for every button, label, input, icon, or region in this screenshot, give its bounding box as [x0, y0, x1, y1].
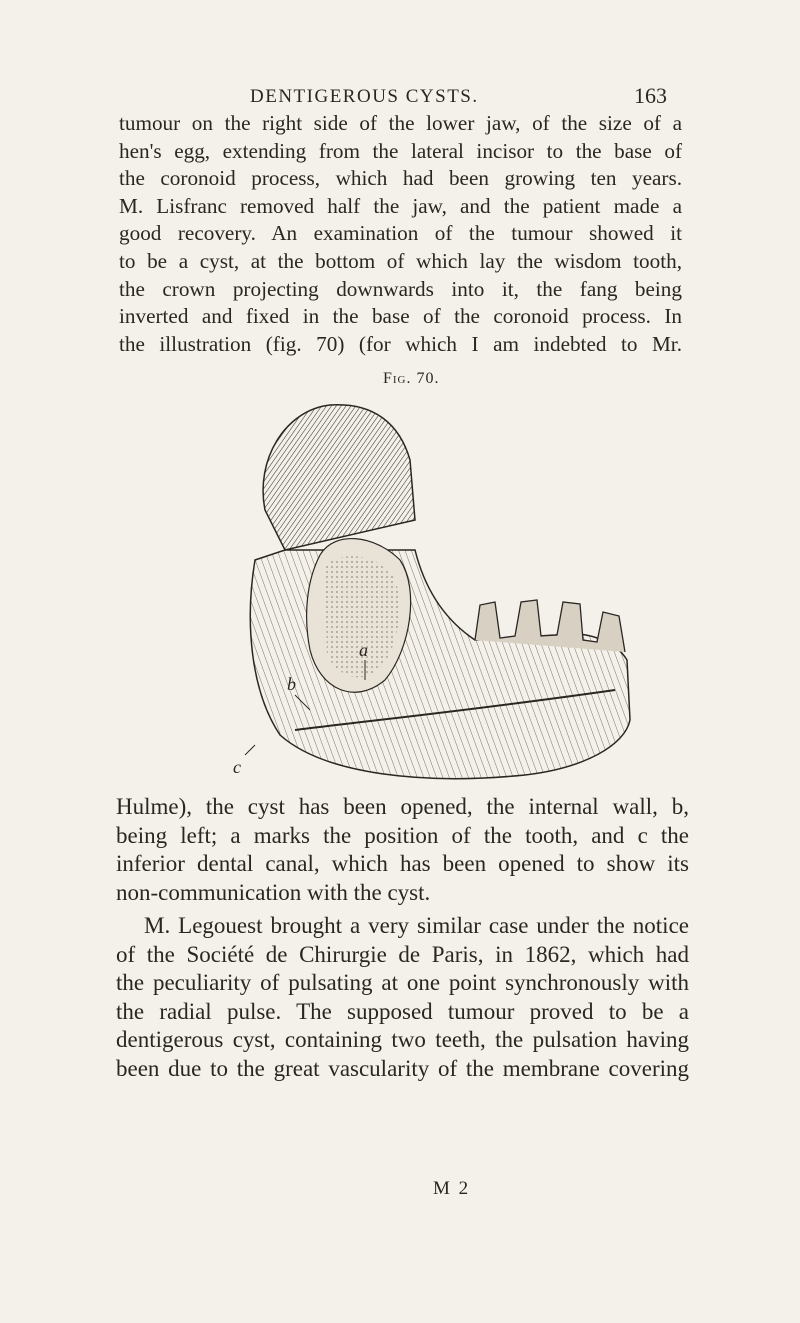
text-line: M. Legouest brought a very similar case under the notice	[144, 913, 689, 938]
jaw-engraving-figure	[225, 390, 635, 790]
text-line: tumour on the right side of the lower jaw, of the size of a	[119, 111, 682, 135]
text-line: been due to the great vascularity of the membrane covering	[116, 1055, 689, 1081]
text-line: the peculiarity of pulsating at one point synchronously with	[116, 970, 689, 995]
text-line: the illustration (fig. 70) (for which I am indebted to Mr.	[119, 331, 682, 356]
jaw-engraving-illustration	[225, 390, 635, 790]
label-a: a	[359, 640, 368, 660]
text-line: Hulme), the cyst has been opened, the internal wall, b,	[116, 794, 689, 819]
paragraph-3	[116, 912, 689, 1083]
label-c: c	[233, 757, 241, 777]
page-number: 163	[634, 83, 667, 108]
text-line: good recovery. An examination of the tumour showed it	[119, 221, 682, 246]
text-line: dentigerous cyst, containing two teeth, the pulsation having	[116, 1027, 689, 1052]
label-c-leader	[245, 745, 255, 755]
text-line: of the Société de Chirurgie de Paris, in 1862, which had	[116, 941, 689, 967]
text-line: to be a cyst, at the bottom of which lay the wisdom tooth,	[119, 248, 682, 273]
text-line: non-communication with the cyst.	[116, 879, 431, 905]
text-line: the radial pulse. The supposed tumour proved to be a	[116, 998, 689, 1024]
text-line: the coronoid process, which had been growing ten years.	[119, 166, 682, 191]
coronoid-process	[263, 405, 415, 550]
running-title: DENTIGEROUS CYSTS.	[250, 86, 479, 107]
signature-mark: M 2	[433, 1178, 471, 1199]
label-b: b	[287, 674, 296, 694]
paragraph-1	[119, 110, 682, 358]
text-line: hen's egg, extending from the lateral incisor to the base of	[119, 138, 682, 163]
text-line: inverted and fixed in the base of the coronoid process. In	[119, 304, 682, 329]
paragraph-2	[116, 793, 689, 907]
text-line: M. Lisfranc removed half the jaw, and the patient made a	[119, 193, 682, 218]
text-line: inferior dental canal, which has been opened to show its	[116, 851, 689, 876]
mandible-body	[250, 550, 630, 779]
text-line: the crown projecting downwards into it, the fang being	[119, 276, 682, 301]
text-line: being left; a marks the position of the tooth, and c the	[116, 822, 689, 848]
figure-caption: Fig. 70.	[383, 370, 440, 387]
